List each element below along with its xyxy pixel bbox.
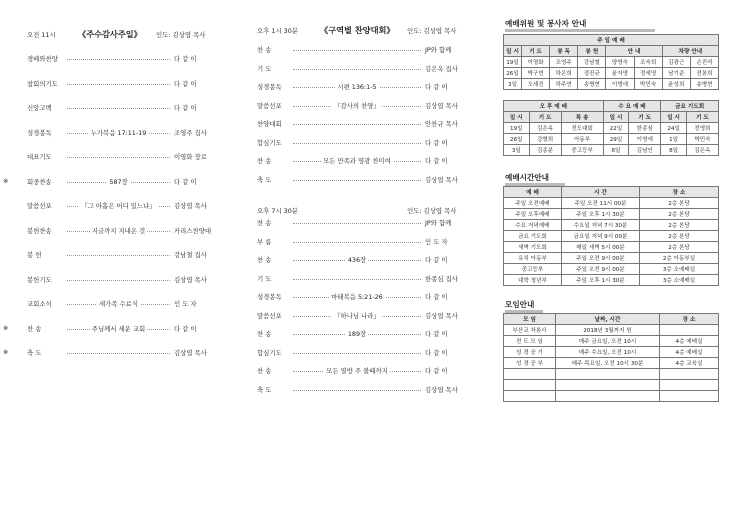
evening-item-person: 김상엽 목사 [425, 311, 458, 320]
morning-item-person: 김상엽 목사 [174, 202, 207, 210]
meeting-row [504, 347, 719, 358]
table-cell: 윤성희 [662, 79, 690, 90]
evening-item-detail: 마태복음 5:21-26 [331, 293, 383, 301]
morning-item-person: 다 같 이 [174, 324, 197, 333]
table-cell [504, 369, 556, 380]
table-cell: 이영애 [629, 134, 661, 145]
meetings-section-title: 모임안내 [505, 299, 534, 310]
column-header: 날짜, 시간 [556, 314, 660, 325]
column-header: 봉 헌 [578, 46, 606, 57]
table-cell: 2층 본당 [640, 242, 719, 253]
table-cell: 수요일 저녁 7시 30분 [562, 220, 640, 231]
evening-item-detail: 189장 [347, 330, 367, 338]
dotted-leader [293, 180, 421, 181]
table-cell: 26일 [504, 134, 530, 145]
sunday-staff-row [504, 57, 719, 68]
evening-item-label: 찬 송 [257, 256, 272, 264]
morning-item-person: 김상엽 목사 [174, 275, 207, 284]
evening-row [255, 366, 485, 376]
table-cell: 하주연 [550, 79, 578, 90]
evening-item-label: 합심기도 [257, 348, 282, 357]
column-header: 장 소 [640, 187, 719, 198]
afternoon-item-person: 김상엽 목사 [425, 101, 458, 110]
table-cell: 4층 예배실 [660, 347, 719, 358]
schedule-row [504, 209, 719, 220]
dotted-leader [67, 59, 170, 60]
table-cell: 2층 아동부실 [640, 253, 719, 264]
evening-item-label: 찬 송 [257, 367, 272, 375]
afternoon-item-person: 다 같 이 [425, 157, 448, 165]
morning-item-detail: 누가복음 17:11-19 [90, 128, 147, 137]
table-cell: 강형희 [529, 134, 561, 145]
column-header: 장 소 [660, 314, 719, 325]
table-cell: 수요 저녁예배 [504, 220, 562, 231]
table-cell [660, 391, 719, 402]
morning-item-person: 인 도 자 [174, 300, 197, 308]
table-cell: 주일 오전예배 [504, 198, 562, 209]
schedule-row [504, 231, 719, 242]
table-cell: 4층 교육실 [660, 358, 719, 369]
table-cell: 29일 [603, 134, 629, 145]
column-header: 시 간 [562, 187, 640, 198]
evening-item-label: 축 도 [257, 385, 272, 394]
sunday-staff-table [503, 34, 719, 90]
afternoon-item-person: 다 같 이 [425, 83, 448, 91]
evening-item-label: 성경봉독 [257, 293, 282, 301]
table-cell: 매주 수요일, 오전 10시 [556, 347, 660, 358]
meeting-row [504, 325, 719, 336]
table-cell: 오세진 [522, 79, 550, 90]
dotted-leader [67, 280, 170, 281]
table-cell: 성 경 공 부 [504, 358, 556, 369]
evening-item-detail: 모든 열방 주 볼때까지 [326, 367, 388, 375]
afternoon-leader: 인도: 김상엽 목사 [407, 27, 457, 35]
table-cell: 26일 [504, 68, 522, 79]
table-cell: 주일 오후 1시 30분 [562, 275, 640, 286]
column-header: 일 시 [504, 112, 530, 123]
morning-item-detail: 주님께서 세운 교회 [91, 324, 146, 333]
table-cell: 조숙희 [634, 57, 662, 68]
column-header: 차량 안내 [662, 46, 718, 57]
schedule-row [504, 242, 719, 253]
table-cell: 김종분 [529, 145, 561, 156]
dotted-leader [67, 255, 170, 256]
dotted-leader [67, 84, 170, 85]
evening-item-person: 인 도 자 [425, 237, 448, 246]
schedule-row [504, 220, 719, 231]
afternoon-item-label: 찬 송 [257, 157, 272, 165]
afternoon-title: 《구역별 찬양대회》 [320, 25, 395, 35]
table-cell: 김은옥 [529, 123, 561, 134]
table-cell [556, 391, 660, 402]
morning-item-person: 강남철 집사 [174, 251, 207, 259]
table-cell [504, 391, 556, 402]
morning-row [0, 79, 250, 89]
morning-row [0, 226, 250, 236]
evening-item-detail: 『하나님 나라』 [334, 311, 380, 320]
afternoon-item-label: 성경봉독 [257, 83, 282, 91]
afternoon-item-person: JP와 함께 [425, 46, 452, 54]
table-cell: 전봉희 [690, 68, 718, 79]
table-cell: 3층 소예배실 [640, 275, 719, 286]
table-cell: 정진규 [578, 68, 606, 79]
morning-row [0, 324, 250, 334]
table-cell: 남기준 [662, 68, 690, 79]
table-cell [660, 325, 719, 336]
column-header: 일 시 [603, 112, 629, 123]
required-mark: ※ [3, 348, 9, 356]
evening-time: 오후 7시 30분 [257, 207, 298, 215]
morning-item-person: 김상엽 목사 [174, 349, 207, 357]
evening-item-person: JP와 함께 [425, 219, 452, 227]
table-cell: 19일 [504, 123, 530, 134]
dotted-leader [293, 143, 421, 144]
afternoon-item-label: 축 도 [257, 175, 272, 184]
table-cell: 3일 [504, 145, 530, 156]
morning-item-label: 축 도 [27, 349, 42, 357]
table-cell: 주일 오후예배 [504, 209, 562, 220]
morning-row [0, 152, 250, 162]
wed-service-header: 수 요 예 배 [603, 101, 661, 112]
table-cell: 이명애 [606, 79, 634, 90]
table-cell: 한종심 [629, 123, 661, 134]
morning-item-label: 경배와찬양 [27, 55, 58, 63]
morning-header [0, 30, 250, 42]
afternoon-item-person: 김은옥 집사 [425, 64, 458, 73]
table-cell: 8일 [661, 145, 687, 156]
evening-item-person: 한종심 집사 [425, 274, 458, 283]
table-cell: 전 도 모 임 [504, 336, 556, 347]
table-cell: 24일 [661, 123, 687, 134]
dotted-leader [293, 124, 421, 125]
morning-item-person: 다 같 이 [174, 79, 197, 88]
meeting-row [504, 369, 719, 380]
morning-leader: 인도: 김상엽 목사 [156, 31, 206, 39]
table-cell: 송병현 [690, 79, 718, 90]
morning-item-person: 조영주 집사 [174, 128, 207, 137]
weekday-staff-row [504, 123, 719, 134]
table-cell: 송병현 [578, 79, 606, 90]
morning-row [0, 128, 250, 138]
dotted-leader [293, 242, 421, 243]
morning-row [0, 348, 250, 358]
afternoon-row [255, 64, 485, 74]
table-cell: 박민숙 [634, 79, 662, 90]
evening-row [255, 292, 485, 302]
morning-row [0, 54, 250, 64]
morning-item-detail: 새가족 수료식 [98, 300, 139, 308]
evening-item-label: 말씀선포 [257, 311, 282, 320]
schedule-row [504, 253, 719, 264]
column-header: 안 내 [606, 46, 662, 57]
afternoon-item-detail: 『감사의 찬양』 [334, 101, 380, 110]
weekday-staff-row [504, 145, 719, 156]
table-cell: 양영숙 [606, 57, 634, 68]
dotted-leader [293, 223, 421, 224]
table-cell: 2층 본당 [640, 231, 719, 242]
morning-item-label: 성경봉독 [27, 128, 52, 137]
table-cell: 조영주 [550, 57, 578, 68]
table-cell: 전영희 [686, 123, 718, 134]
column-header: 기 도 [686, 112, 718, 123]
morning-item-label: 신앙고백 [27, 104, 52, 112]
schedule-table [503, 186, 719, 286]
table-cell: 김남인 [629, 145, 661, 156]
column-header: 봉 독 [550, 46, 578, 57]
table-cell: 중고등부 [504, 264, 562, 275]
afternoon-time: 오후 1시 30분 [257, 27, 298, 35]
evening-row [255, 274, 485, 284]
morning-item-person: 다 같 이 [174, 177, 197, 186]
dotted-leader [293, 279, 421, 280]
dotted-leader [293, 353, 421, 354]
table-cell: 손진석 [690, 57, 718, 68]
evening-row [255, 329, 485, 339]
morning-row [0, 177, 250, 187]
afternoon-item-person: 다 같 이 [425, 138, 448, 147]
evening-item-detail: 436장 [347, 256, 367, 264]
morning-time: 오전 11시 [27, 31, 56, 39]
table-cell: 3일 [504, 79, 522, 90]
morning-item-label: 대표기도 [27, 153, 52, 161]
evening-item-person: 다 같 이 [425, 330, 448, 338]
table-cell [556, 369, 660, 380]
table-cell: 금요 기도회 [504, 231, 562, 242]
column-header: 모 임 [504, 314, 556, 325]
afternoon-item-person: 안찬규 목사 [425, 120, 458, 128]
table-cell: 부산교 차봉사 [504, 325, 556, 336]
sunday-staff-row [504, 68, 719, 79]
weekday-staff-row [504, 134, 719, 145]
table-cell: 1일 [661, 134, 687, 145]
column-header: 특 송 [561, 112, 603, 123]
table-cell: 주일 오전 9시 00분 [562, 253, 640, 264]
pm-service-header: 오 후 예 배 [504, 101, 604, 112]
meeting-row [504, 336, 719, 347]
table-cell: 2층 본당 [640, 220, 719, 231]
meetings-table [503, 313, 719, 402]
evening-row [255, 385, 485, 395]
morning-row [0, 250, 250, 260]
evening-item-person: 다 같 이 [425, 348, 448, 357]
evening-item-label: 부 름 [257, 237, 272, 246]
table-cell: 주일 오전 11시 00분 [562, 198, 640, 209]
table-cell: 전도대회 [561, 123, 603, 134]
table-cell: 19일 [504, 57, 522, 68]
evening-item-label: 기 도 [257, 274, 272, 283]
morning-item-person: 카리스찬양대 [174, 226, 212, 235]
column-header: 일 시 [661, 112, 687, 123]
evening-item-label: 찬 송 [257, 330, 272, 338]
schedule-section-title: 예배시간안내 [505, 172, 549, 183]
column-header: 일 시 [504, 46, 522, 57]
table-cell: 주일 오후 1시 30분 [562, 209, 640, 220]
table-cell [504, 380, 556, 391]
table-cell: 4층 예배실 [660, 336, 719, 347]
dotted-leader [67, 157, 170, 158]
evening-row [255, 218, 485, 228]
morning-item-label: 회중찬송 [27, 177, 52, 186]
table-cell: 윤자영 [606, 68, 634, 79]
meeting-row [504, 358, 719, 369]
dotted-leader [293, 390, 421, 391]
afternoon-item-label: 합심기도 [257, 138, 282, 147]
schedule-row [504, 275, 719, 286]
morning-item-label: 찬 송 [27, 324, 42, 333]
table-cell: 6일 [603, 145, 629, 156]
table-cell: 유치 아동부 [504, 253, 562, 264]
table-cell: 주일 오전 9시 00분 [562, 264, 640, 275]
afternoon-row [255, 175, 485, 185]
morning-item-detail: 587장 [109, 177, 128, 186]
afternoon-row [255, 101, 485, 111]
table-cell: 성 경 공 기 [504, 347, 556, 358]
evening-item-person: 다 같 이 [425, 293, 448, 301]
table-cell: 매일 새벽 5시 00분 [562, 242, 640, 253]
dotted-leader [67, 353, 170, 354]
evening-row [255, 311, 485, 321]
morning-item-person: 다 같 이 [174, 55, 197, 63]
dotted-leader [293, 50, 421, 51]
table-cell: 정세영 [634, 68, 662, 79]
afternoon-item-label: 말씀선포 [257, 101, 282, 110]
table-cell: 하은희 [550, 68, 578, 79]
afternoon-item-person: 김상엽 목사 [425, 175, 458, 184]
table-cell: 중고등부 [561, 145, 603, 156]
morning-item-detail: 『그 아홉은 어디 있느냐』 [81, 202, 156, 210]
table-cell: 새벽 기도회 [504, 242, 562, 253]
morning-row [0, 275, 250, 285]
morning-title: 《주수감사주일》 [78, 29, 142, 39]
afternoon-item-label: 찬 송 [257, 46, 272, 54]
afternoon-header [255, 26, 485, 38]
afternoon-row [255, 45, 485, 55]
morning-row [0, 299, 250, 309]
table-cell: 22일 [603, 123, 629, 134]
afternoon-item-label: 찬양대회 [257, 120, 282, 128]
column-header: 기 도 [529, 112, 561, 123]
meeting-row [504, 380, 719, 391]
table-cell: 박민숙 [686, 134, 718, 145]
table-cell: 2층 본당 [640, 209, 719, 220]
table-cell [660, 380, 719, 391]
afternoon-item-detail: 시편 136:1-5 [337, 83, 377, 91]
table-cell [556, 380, 660, 391]
evening-item-person: 다 같 이 [425, 367, 448, 375]
morning-item-person: 이영화 장로 [174, 153, 207, 161]
evening-item-person: 김상엽 목사 [425, 385, 458, 394]
column-header: 예 배 [504, 187, 562, 198]
column-header: 기 도 [522, 46, 550, 57]
morning-item-label: 참회의기도 [27, 79, 58, 88]
dotted-leader [293, 69, 421, 70]
afternoon-row [255, 119, 485, 129]
morning-item-detail: 지금까지 지내온 것 [91, 226, 146, 235]
morning-item-label: 봉헌기도 [27, 275, 52, 284]
morning-row [0, 201, 250, 211]
morning-item-person: 다 같 이 [174, 104, 197, 112]
schedule-row [504, 198, 719, 209]
staff-section-title: 예배위원 및 봉사자 안내 [505, 18, 586, 29]
afternoon-item-label: 기 도 [257, 64, 272, 73]
table-cell: 이영화 [522, 57, 550, 68]
table-cell: 대학 청년부 [504, 275, 562, 286]
afternoon-row [255, 82, 485, 92]
morning-item-label: 봉헌찬송 [27, 226, 52, 235]
required-mark: ※ [3, 176, 9, 185]
table-cell: 강남철 [578, 57, 606, 68]
table-cell: 금요일 저녁 9시 00분 [562, 231, 640, 242]
evening-row [255, 237, 485, 247]
fri-prayer-header: 금요 기도회 [661, 101, 719, 112]
morning-row [0, 103, 250, 113]
morning-item-label: 봉 헌 [27, 251, 42, 259]
afternoon-row [255, 156, 485, 166]
meeting-row [504, 391, 719, 402]
table-cell: 김은옥 [686, 145, 718, 156]
evening-row [255, 348, 485, 358]
table-cell: 김광근 [662, 57, 690, 68]
weekday-staff-table [503, 100, 719, 156]
evening-header [255, 206, 485, 218]
table-cell: 2층 본당 [640, 198, 719, 209]
sunday-staff-row [504, 79, 719, 90]
sunday-service-header: 주 일 예 배 [504, 35, 719, 46]
schedule-row [504, 264, 719, 275]
morning-item-label: 교회소식 [27, 300, 52, 308]
table-cell: 매주 목요일, 오전 10시 30분 [556, 358, 660, 369]
evening-leader: 인도: 김상엽 목사 [407, 207, 457, 215]
table-cell: 3층 소예배실 [640, 264, 719, 275]
evening-item-label: 찬 송 [257, 219, 272, 227]
column-header: 기 도 [629, 112, 661, 123]
table-cell: 매주 금요일, 오전 10시 [556, 336, 660, 347]
afternoon-row [255, 138, 485, 148]
evening-row [255, 255, 485, 265]
table-cell: 2018년 3월까지 원 [556, 325, 660, 336]
required-mark: ※ [3, 323, 9, 332]
table-cell [660, 369, 719, 380]
dotted-leader [67, 108, 170, 109]
morning-item-label: 말씀선포 [27, 202, 52, 210]
evening-item-person: 다 같 이 [425, 256, 448, 264]
table-cell: 박구현 [522, 68, 550, 79]
table-cell: 아동부 [561, 134, 603, 145]
afternoon-item-detail: 모든 만족과 영광 찬미여 [323, 157, 391, 165]
